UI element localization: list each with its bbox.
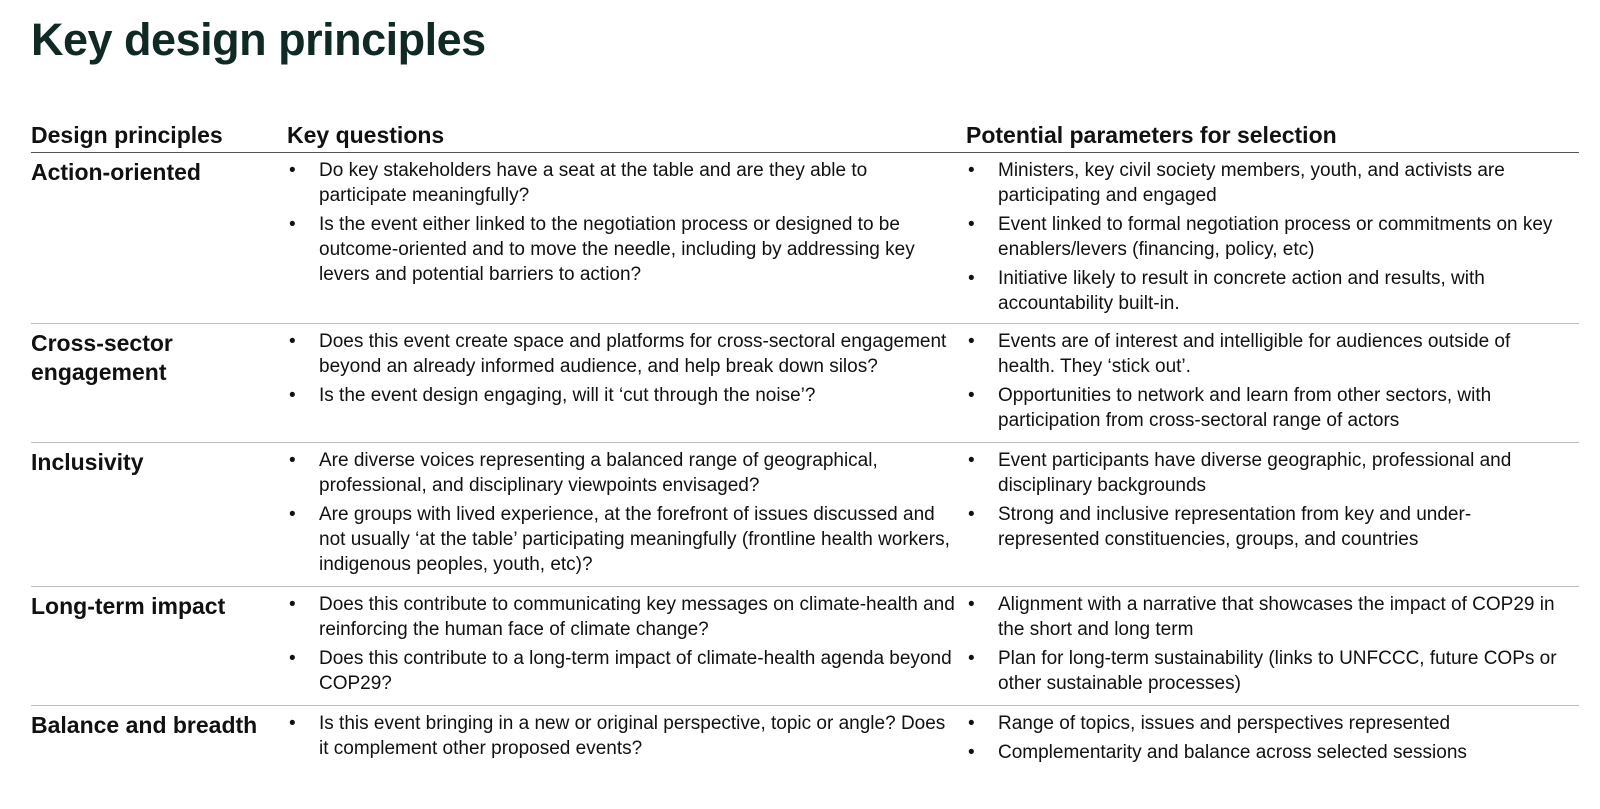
question-item: • Is this event bringing in a new or original perspective, topic or angle? Does it complement other proposed events? [287, 711, 966, 761]
question-item: • Does this contribute to a long-term impact of climate-health agenda beyond COP29? [287, 646, 966, 696]
principle-name: Balance and breadth [31, 712, 258, 738]
parameter-item: • Events are of interest and intelligible for audiences outside of health. They ‘stick out’. [966, 329, 1579, 379]
parameters-cell [966, 153, 1579, 324]
questions-list [287, 158, 966, 287]
parameter-item: • Event linked to formal negotiation process or commitments on key enablers/levers (financing, policy, etc) [966, 212, 1579, 262]
header-key-questions: Key questions [287, 116, 966, 153]
question-item: • Are groups with lived experience, at the forefront of issues discussed and not usually ‘at the table’ participating meaningfully (frontline health workers, indigenous peoples, youth, etc)? [287, 502, 966, 577]
parameters-cell [966, 587, 1579, 706]
parameters-list [966, 592, 1579, 696]
questions-cell [287, 153, 966, 324]
parameters-list [966, 158, 1579, 316]
parameters-list [966, 448, 1579, 552]
principles-table [31, 116, 1579, 776]
question-item: • Does this contribute to communicating key messages on climate-health and reinforcing the human face of climate change? [287, 592, 966, 642]
question-item: • Are diverse voices representing a balanced range of geographical, professional, and disciplinary viewpoints envisaged? [287, 448, 966, 498]
principle-name: Long-term impact [31, 587, 287, 706]
principle-name: Cross-sector engagement [31, 324, 287, 443]
questions-list [287, 329, 966, 408]
parameters-cell [966, 706, 1579, 777]
parameters-list [966, 329, 1579, 433]
questions-cell [287, 706, 966, 777]
table-row [31, 706, 1579, 777]
question-item: • Is the event either linked to the negotiation process or designed to be outcome-oriented and to move the needle, including by addressing key levers and potential barriers to action? [287, 212, 966, 287]
questions-list [287, 711, 966, 761]
table-row [31, 153, 1579, 324]
question-item: • Does this event create space and platforms for cross-sectoral engagement beyond an already informed audience, and help break down silos? [287, 329, 966, 379]
question-item: • Do key stakeholders have a seat at the table and are they able to participate meaningfully? [287, 158, 966, 208]
parameters-cell [966, 324, 1579, 443]
table-row [31, 443, 1579, 587]
parameter-item: • Ministers, key civil society members, youth, and activists are participating and engaged [966, 158, 1579, 208]
table-header-row [31, 116, 1579, 153]
header-design-principles: Design principles [31, 116, 287, 153]
header-potential-parameters: Potential parameters for selection [966, 116, 1579, 153]
principle-name: Action-oriented [31, 153, 287, 324]
parameter-item: • Range of topics, issues and perspectives represented [966, 711, 1579, 736]
parameter-item: • Initiative likely to result in concrete action and results, with accountability built-in. [966, 266, 1579, 316]
parameter-item: • Alignment with a narrative that showcases the impact of COP29 in the short and long term [966, 592, 1579, 642]
parameters-list [966, 711, 1579, 765]
principle-name: Inclusivity [31, 443, 287, 587]
questions-list [287, 592, 966, 696]
questions-list [287, 448, 966, 577]
questions-cell [287, 587, 966, 706]
parameter-item: • Event participants have diverse geographic, professional and disciplinary backgrounds [966, 448, 1579, 498]
page-title: Key design principles [31, 14, 486, 65]
parameter-item: • Opportunities to network and learn from other sectors, with participation from cross-sectoral range of actors [966, 383, 1579, 433]
questions-cell [287, 443, 966, 587]
table-row [31, 587, 1579, 706]
table-row [31, 324, 1579, 443]
question-item: • Is the event design engaging, will it ‘cut through the noise’? [287, 383, 966, 408]
parameter-item: • Plan for long-term sustainability (links to UNFCCC, future COPs or other sustainable processes) [966, 646, 1579, 696]
parameters-cell [966, 443, 1579, 587]
parameter-item: • Complementarity and balance across selected sessions [966, 740, 1579, 765]
parameter-item: • Strong and inclusive representation from key and under-represented constituencies, groups, and countries [966, 502, 1579, 552]
questions-cell [287, 324, 966, 443]
